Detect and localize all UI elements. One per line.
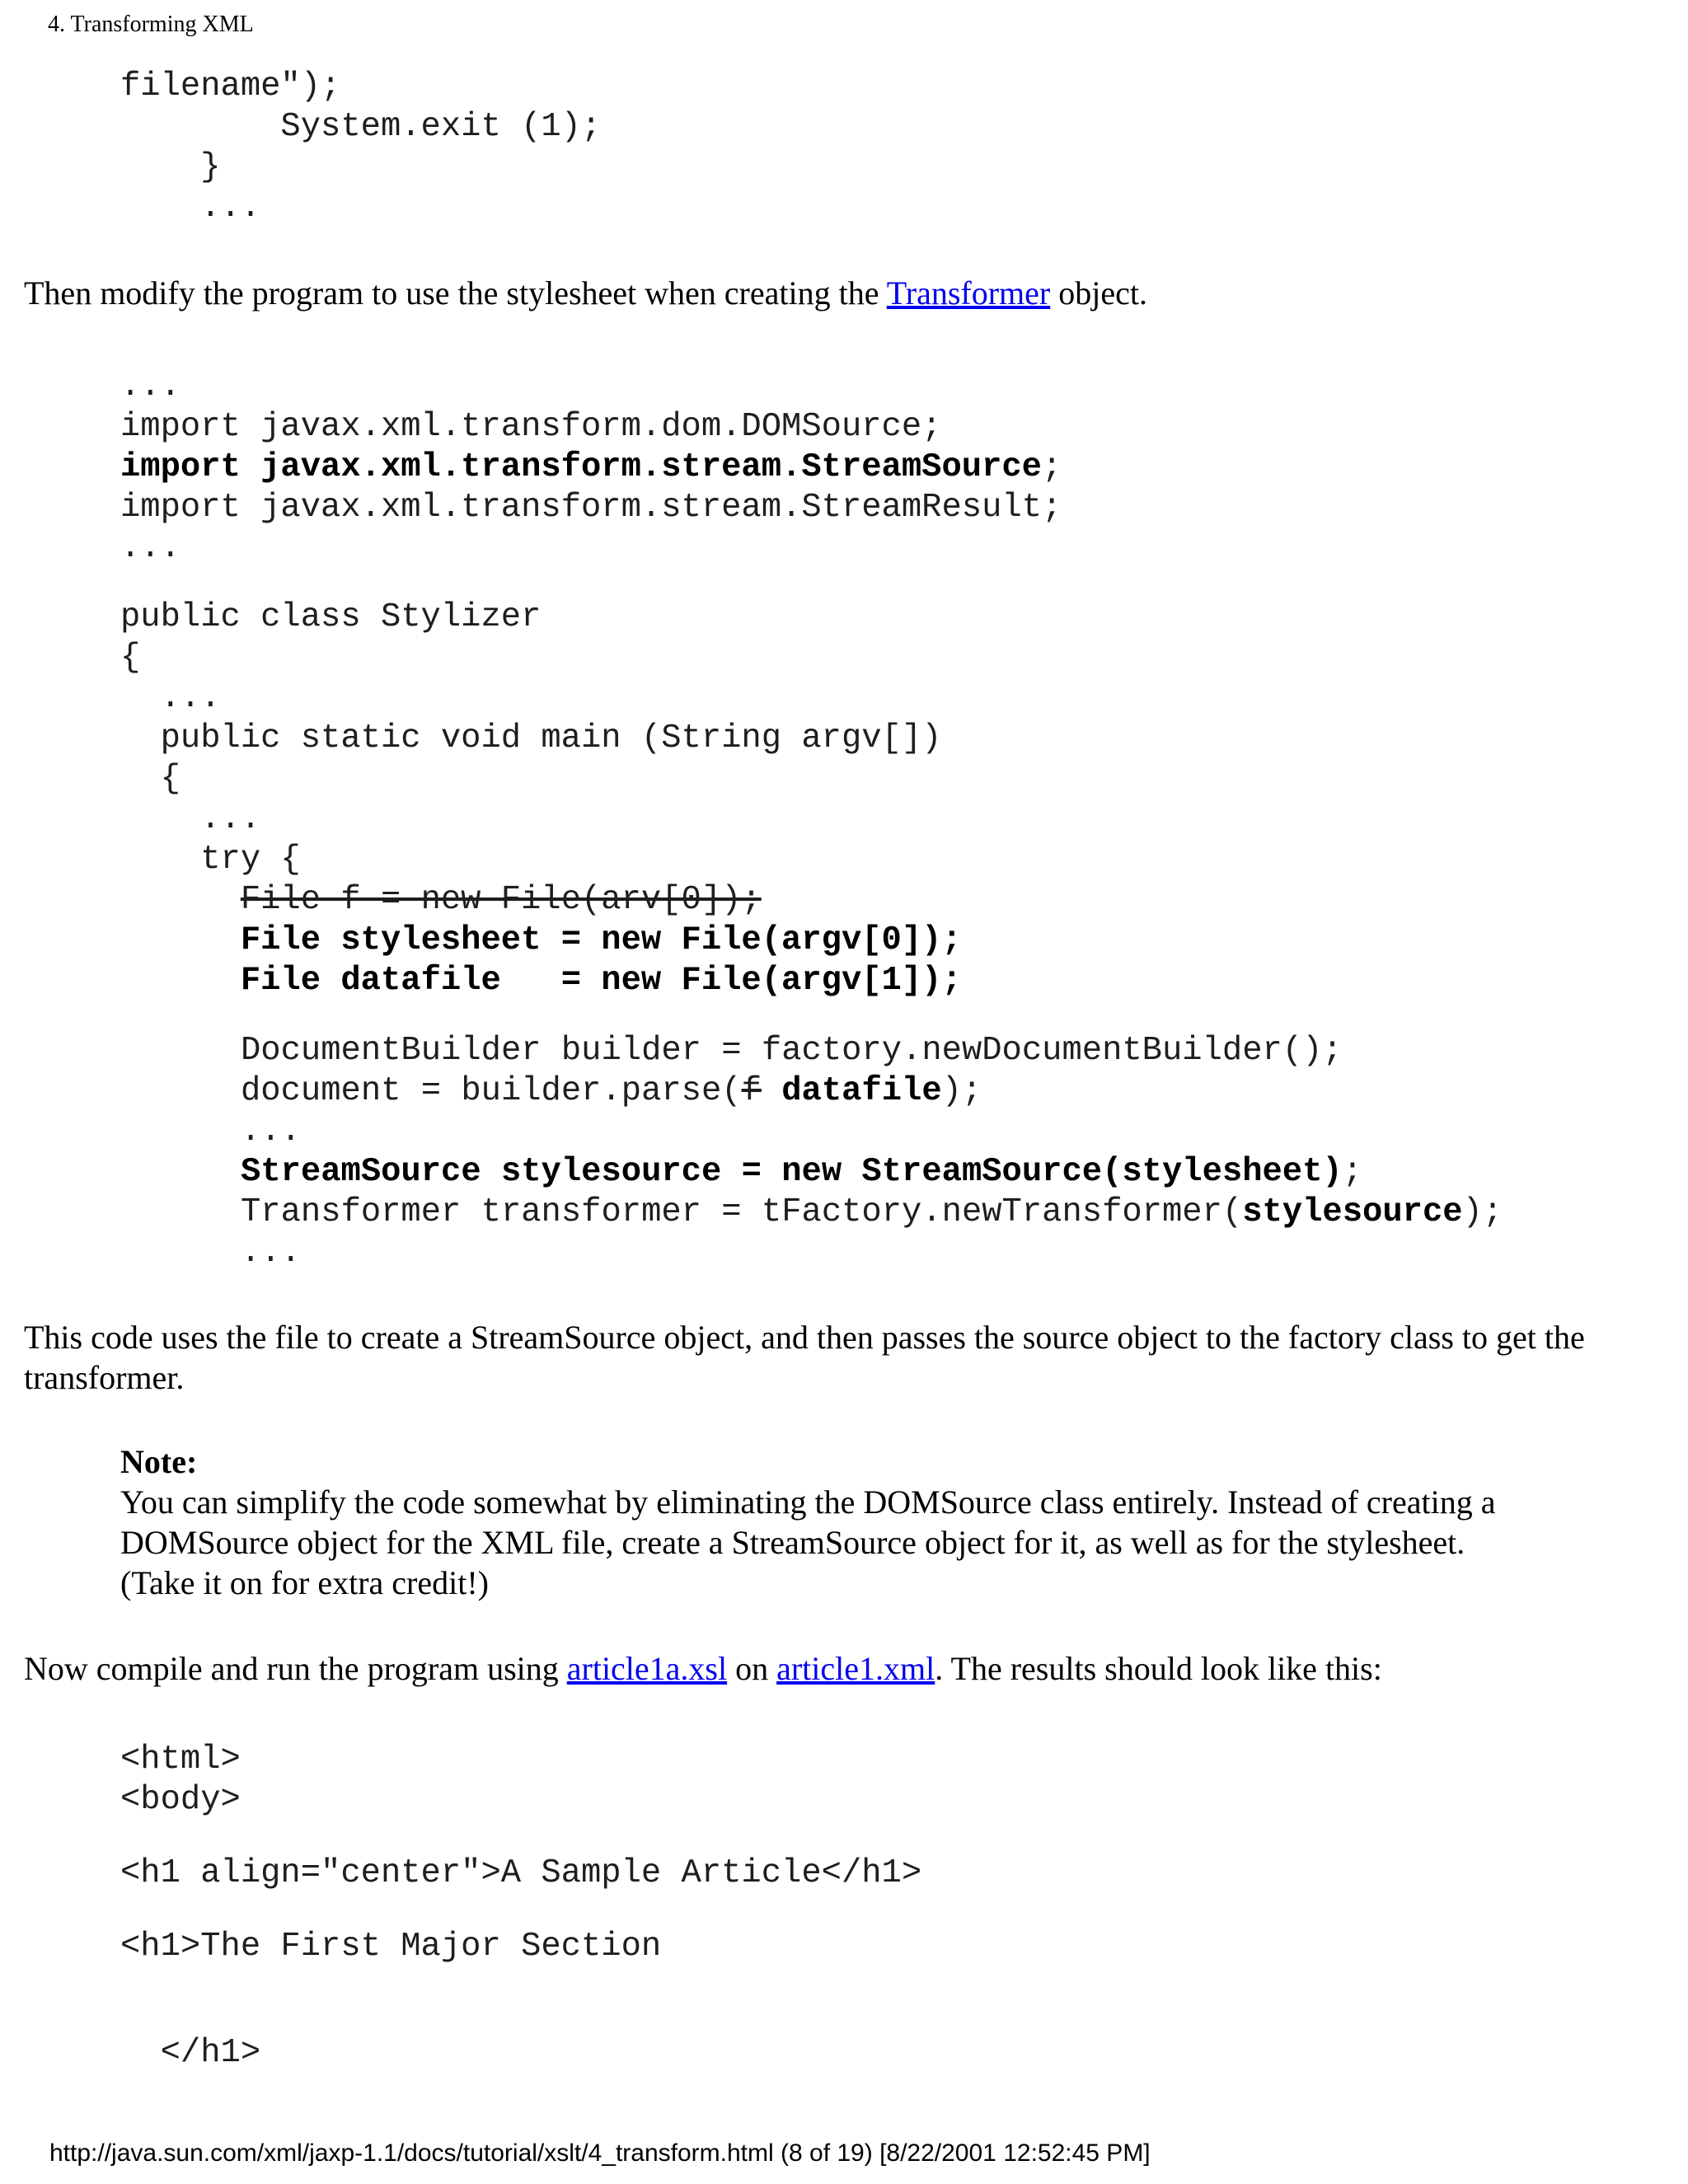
code-line — [120, 760, 181, 798]
code-line: filename"); — [120, 68, 341, 105]
code-segment: File stylesheet = new File(argv[0]); — [240, 921, 962, 959]
code-line — [241, 1234, 301, 1272]
paragraph-modify — [24, 273, 1147, 313]
code-line — [120, 408, 941, 446]
page-footer-url: http://java.sun.com/xml/jaxp-1.1/docs/tutorial/xslt/4_transform.html (8 of 19) [8/22/2001 12:52:45 PM] — [49, 2139, 1151, 2167]
code-line: <body> — [120, 1781, 241, 1819]
code-line: } — [120, 148, 221, 186]
code-segment: File f = new File(arv[0]); — [240, 881, 762, 919]
note-line: (Take it on for extra credit!) — [120, 1564, 489, 1601]
note-line: You can simplify the code somewhat by eliminating the DOMSource class entirely. Instead of creating a — [120, 1483, 1496, 1521]
paragraph-line: transformer. — [24, 1359, 185, 1396]
code-block-transformer — [241, 1031, 1503, 1273]
code-segment: DocumentBuilder builder = factory.newDocumentBuilder(); — [241, 1032, 1343, 1070]
code-line — [241, 1032, 1343, 1070]
code-block-imports — [120, 367, 1062, 569]
paragraph-text: Then modify the program to use the stylesheet when creating the — [24, 274, 887, 312]
code-segment: import javax.xml.transform.stream.StreamResult; — [120, 489, 1062, 527]
paragraph-text: . The results should look like this: — [935, 1650, 1382, 1687]
code-line: <h1>The First Major Section — [120, 1928, 662, 1966]
note-title: Note: — [120, 1443, 198, 1480]
code-line — [241, 1153, 1362, 1191]
code-block-output-h1-section — [120, 1927, 661, 1967]
code-segment: ... — [120, 679, 221, 717]
code-segment — [120, 881, 241, 919]
code-line — [241, 1113, 301, 1151]
article1-xml-link[interactable]: article1.xml — [776, 1650, 935, 1687]
code-segment: ... — [241, 1234, 301, 1272]
code-line — [120, 598, 541, 636]
code-line — [120, 639, 140, 677]
paragraph-compile — [24, 1648, 1382, 1689]
code-segment: import javax.xml.transform.stream.StreamSource — [120, 448, 1042, 486]
code-line — [120, 962, 962, 1000]
code-line — [241, 1072, 982, 1110]
paragraph-text: Now compile and run the program using — [24, 1650, 567, 1687]
code-segment: document = builder.parse( — [241, 1072, 742, 1110]
code-segment: try { — [120, 841, 301, 879]
code-segment: stylesource — [1242, 1193, 1463, 1231]
code-line — [120, 881, 762, 919]
code-line — [120, 368, 181, 405]
code-block-output-h1-close — [120, 2033, 260, 2074]
code-segment: StreamSource stylesource = new StreamSource(stylesheet) — [241, 1153, 1343, 1191]
code-line: <html> — [120, 1741, 241, 1779]
note-box — [120, 1441, 1495, 1603]
code-line — [120, 841, 301, 879]
paragraph-text: on — [727, 1650, 777, 1687]
code-segment — [120, 962, 241, 1000]
code-segment: public class Stylizer — [120, 598, 542, 636]
code-line: ... — [120, 189, 261, 227]
code-line — [241, 1193, 1503, 1231]
note-line: DOMSource object for the XML file, create a StreamSource object for it, as well as for the stylesheet. — [120, 1524, 1465, 1561]
page-header: 4. Transforming XML — [48, 12, 254, 37]
article1a-xsl-link[interactable]: article1a.xsl — [566, 1650, 728, 1687]
code-segment — [762, 1072, 781, 1110]
code-segment: ... — [241, 1113, 301, 1151]
transformer-link[interactable]: Transformer — [886, 274, 1051, 312]
code-line — [120, 800, 260, 838]
code-segment: ); — [941, 1072, 982, 1110]
code-line — [120, 719, 941, 757]
code-segment: ... — [120, 800, 261, 838]
code-block-exit — [120, 67, 601, 228]
code-segment: ... — [120, 529, 181, 567]
code-segment: { — [120, 760, 181, 798]
code-line — [120, 529, 181, 567]
code-line: </h1> — [120, 2034, 261, 2072]
paragraph-text: object. — [1050, 274, 1147, 312]
code-segment: ; — [1041, 448, 1062, 486]
code-line — [120, 921, 962, 959]
code-segment: File datafile = new File(argv[1]); — [240, 962, 962, 1000]
code-segment: datafile — [781, 1072, 942, 1110]
code-segment — [120, 921, 241, 959]
paragraph-explanation — [24, 1317, 1585, 1398]
code-segment: import javax.xml.transform.dom.DOMSource; — [120, 408, 942, 446]
code-segment: ); — [1462, 1193, 1503, 1231]
code-segment: ... — [120, 368, 181, 405]
code-block-output-h1-center — [120, 1854, 921, 1894]
code-segment: f — [741, 1072, 762, 1110]
code-segment: public static void main (String argv[]) — [120, 719, 942, 757]
code-segment: { — [120, 639, 141, 677]
code-line: System.exit (1); — [120, 108, 602, 146]
code-line — [120, 679, 221, 717]
code-block-class — [120, 598, 962, 1001]
code-segment: ; — [1342, 1153, 1363, 1191]
paragraph-line: This code uses the file to create a StreamSource object, and then passes the source object to the factory class to get the — [24, 1319, 1585, 1356]
code-segment: Transformer transformer = tFactory.newTransformer( — [241, 1193, 1243, 1231]
code-line — [120, 489, 1062, 527]
code-line: <h1 align="center">A Sample Article</h1> — [120, 1854, 922, 1892]
code-block-output-html — [120, 1740, 241, 1821]
code-line — [120, 448, 1062, 486]
